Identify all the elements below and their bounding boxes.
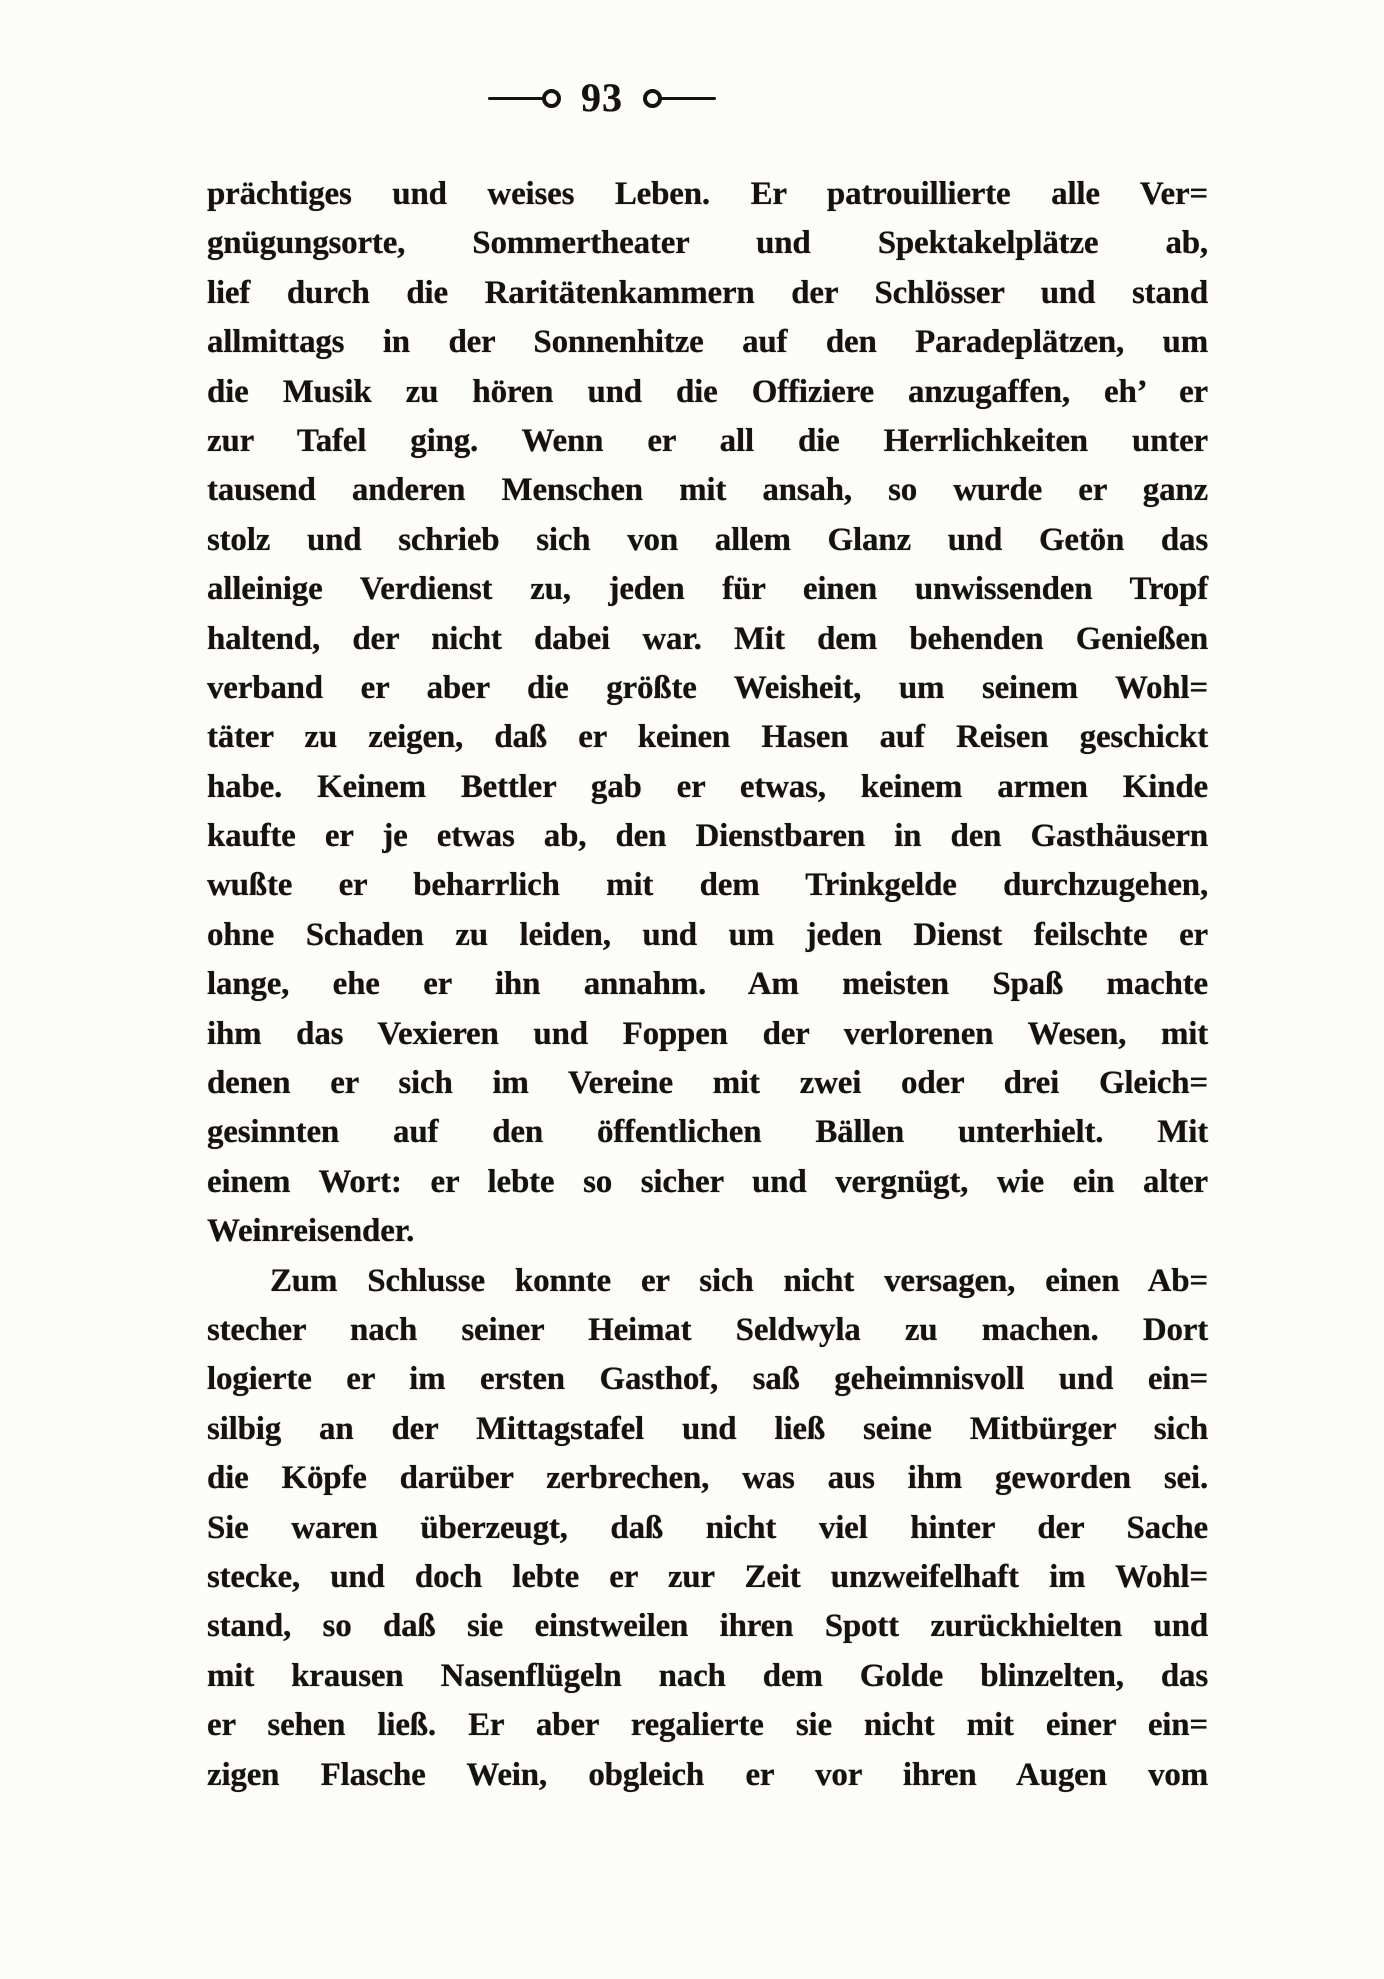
text-line: stecke, und doch lebte er zur Zeit unzweifelhaft im Wohl= <box>207 1558 1208 1595</box>
text-line: logierte er im ersten Gasthof, saß geheimnisvoll und ein= <box>207 1361 1208 1398</box>
text-line: zur Tafel ging. Wenn er all die Herrlichkeiten unter <box>207 422 1208 459</box>
text-line-paragraph-start: Zum Schlusse konnte er sich nicht versagen, einen Ab= <box>270 1262 1208 1299</box>
text-line: er sehen ließ. Er aber regalierte sie nicht mit einer ein= <box>207 1707 1208 1744</box>
text-line: Sie waren überzeugt, daß nicht viel hinter der Sache <box>207 1509 1208 1546</box>
text-line: mit krausen Nasenflügeln nach dem Golde blinzelten, das <box>207 1657 1208 1694</box>
page-number: 93 <box>581 75 623 120</box>
text-line: silbig an der Mittagstafel und ließ seine Mitbürger sich <box>207 1410 1208 1447</box>
header-rule-left-icon <box>488 89 561 108</box>
text-line: ihm das Vexieren und Foppen der verlorenen Wesen, mit <box>207 1015 1208 1052</box>
text-line: wußte er beharrlich mit dem Trinkgelde durchzugehen, <box>207 867 1208 904</box>
text-line: stand, so daß sie einstweilen ihren Spott zurückhielten und <box>207 1608 1208 1645</box>
text-line: kaufte er je etwas ab, den Dienstbaren in den Gasthäusern <box>207 818 1208 855</box>
text-line: Weinreisender. <box>207 1213 415 1250</box>
text-line: die Musik zu hören und die Offiziere anzugaffen, eh’ er <box>207 373 1208 410</box>
text-line: tausend anderen Menschen mit ansah, so wurde er ganz <box>207 472 1208 509</box>
text-line: ohne Schaden zu leiden, und um jeden Dienst feilschte er <box>207 916 1208 953</box>
text-line: täter zu zeigen, daß er keinen Hasen auf Reisen geschickt <box>207 719 1208 756</box>
text-line: stecher nach seiner Heimat Seldwyla zu machen. Dort <box>207 1311 1208 1348</box>
text-line: verband er aber die größte Weisheit, um seinem Wohl= <box>207 669 1208 706</box>
text-line: habe. Keinem Bettler gab er etwas, keinem armen Kinde <box>207 768 1208 805</box>
header-rule-right-icon <box>643 89 716 108</box>
text-line: gesinnten auf den öffentlichen Bällen unterhielt. Mit <box>207 1114 1208 1151</box>
text-block <box>207 170 1208 1800</box>
text-line: alleinige Verdienst zu, jeden für einen unwissenden Tropf <box>207 571 1208 608</box>
ornament-circle <box>542 89 561 108</box>
text-line: denen er sich im Vereine mit zwei oder drei Gleich= <box>207 1065 1208 1102</box>
text-line: lief durch die Raritätenkammern der Schlösser und stand <box>207 274 1208 311</box>
text-line: zigen Flasche Wein, obgleich er vor ihren Augen vom <box>207 1756 1208 1793</box>
text-line: stolz und schrieb sich von allem Glanz und Getön das <box>207 521 1208 558</box>
text-line: lange, ehe er ihn annahm. Am meisten Spaß machte <box>207 966 1208 1003</box>
text-line: die Köpfe darüber zerbrechen, was aus ihm geworden sei. <box>207 1460 1208 1497</box>
running-head <box>488 76 716 120</box>
text-line: prächtiges und weises Leben. Er patrouillierte alle Ver= <box>207 176 1208 212</box>
ornament-line <box>488 97 544 100</box>
text-line: haltend, der nicht dabei war. Mit dem behenden Genießen <box>207 620 1208 657</box>
text-line: gnügungsorte, Sommertheater und Spektakelplätze ab, <box>207 225 1208 262</box>
ornament-line <box>660 97 716 100</box>
text-line: einem Wort: er lebte so sicher und vergnügt, wie ein alter <box>207 1163 1208 1200</box>
text-line: allmittags in der Sonnenhitze auf den Paradeplätzen, um <box>207 324 1208 361</box>
